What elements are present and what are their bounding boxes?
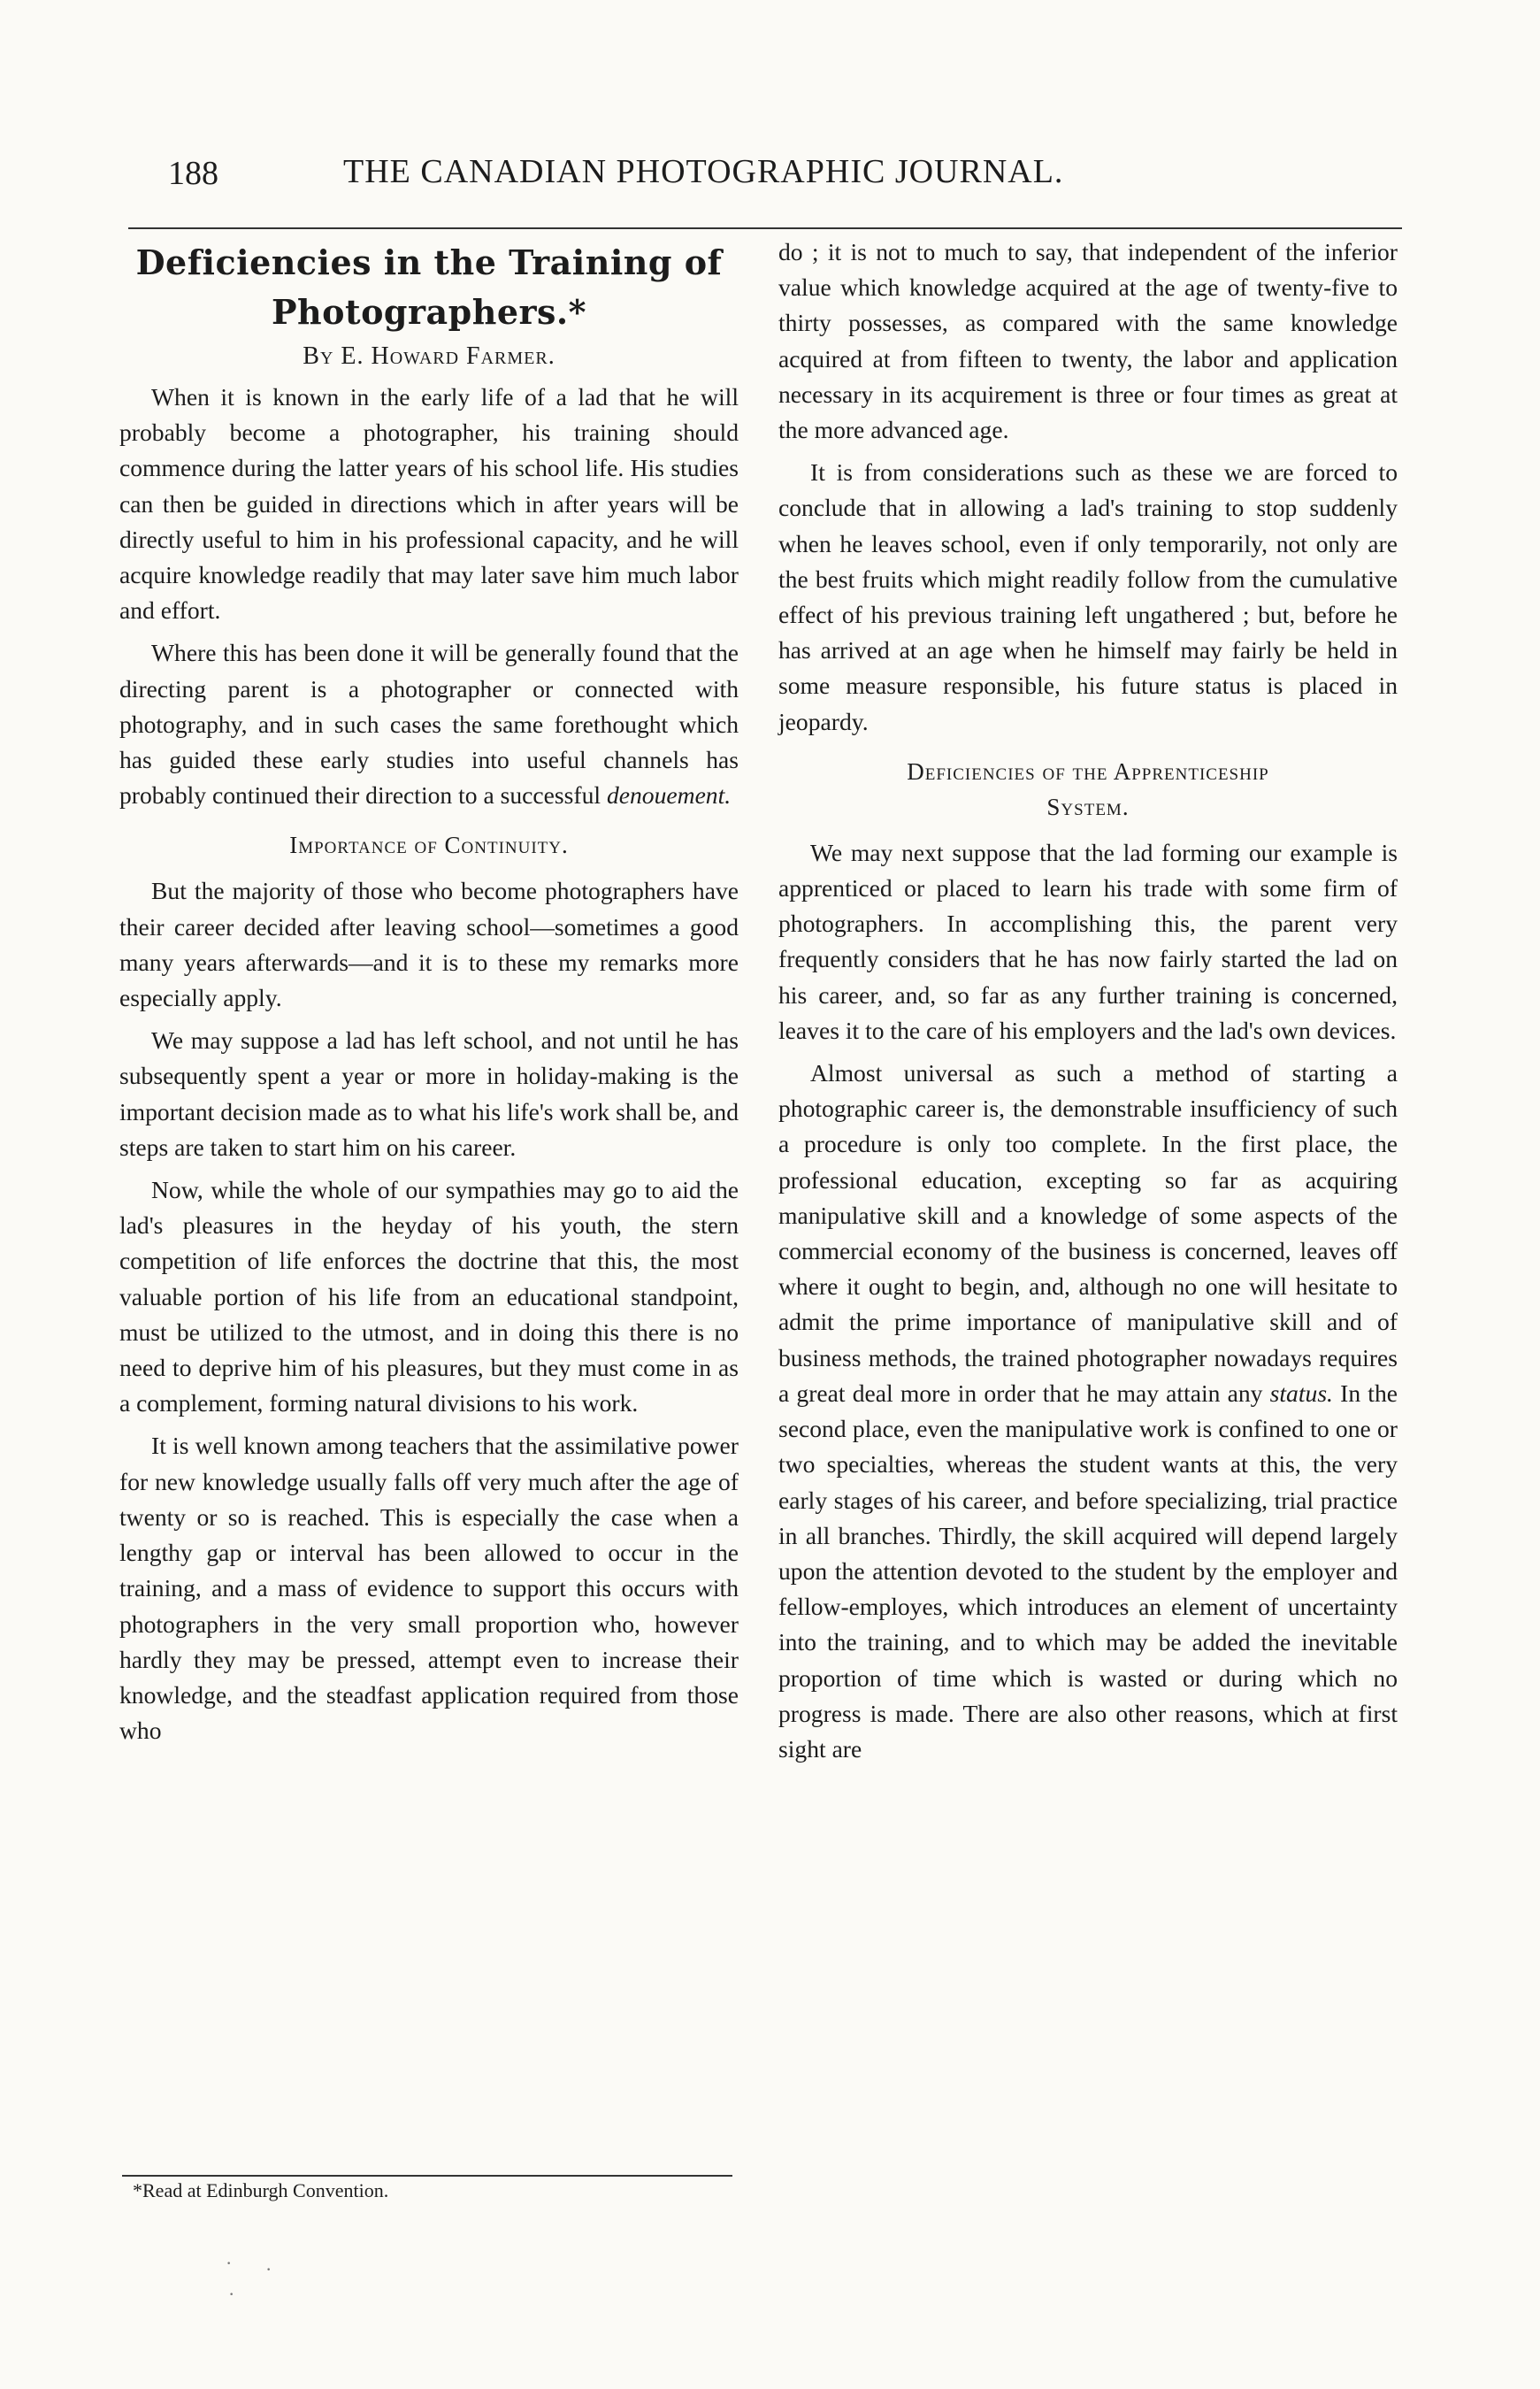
paragraph: It is from considerations such as these we are forced to conclude that in allowing a lad's training to stop suddenly when he leaves school, even if only temporarily, not only are the best fruits which might readily follow from the cumulative effect of his previous training left ungathered ; but, before he has arrived at an age when he himself may fairly be held in some measure responsible, his future status is placed in jeopardy. [778,458,1398,735]
paragraph: Now, while the whole of our sympathies may go to aid the lad's pleasures in the heyday of his youth, the stern competition of life enforces the doctrine that this, the most valuable portion of his life from an educational standpoint, must be utilized to the utmost, and in doing this there is no need to deprive him of his pleasures, but they must come in as a complement, forming natural divisions to his work. [119,1176,739,1417]
paragraph: But the majority of those who become photographers have their career decided after leaving school—sometimes a good many years afterwards—and it is to these my remarks more especially apply. [119,877,739,1012]
article-byline: By E. Howard Farmer. [303,342,555,370]
header-rule [128,227,1402,229]
right-column [778,234,1398,1774]
article-title-line-1: Deficiencies in the Training of [135,242,723,282]
section-heading-continuity: Importance of Continuity. [289,832,569,859]
italic-term: denouement. [606,781,732,810]
paragraph-text: Almost universal as such a method of starting a photographic career is, the demonstrable insufficiency of such a procedure is only too complete. In the first place, the professional education, excepting so far as acquiring manipulative skill and a knowledge of some aspects of the commercial economy of the business is concerned, leaves off where it ought to begin, and, although no one will hesitate to admit the prime importance of manipulative skill and of business methods, the trained photographer nowadays requires a great deal more in order that he may attain any [778,1059,1398,1407]
left-column [119,234,739,1755]
page-number: 188 [168,155,218,192]
paragraph: do ; it is not to much to say, that independent of the inferior value which knowledge acquired at the age of twenty-five to thirty possesses, as compared with the same knowledge acquired at from fifteen to twenty, the labor and application necessary in its acquirement is three or four times as great at the more advanced age. [778,238,1398,444]
article-title-line-2: Photographers.* [271,292,587,332]
paragraph: We may suppose a lad has left school, and not until he has subsequently spent a year or more in holiday-making is the important decision made as to what his life's work shall be, and steps are taken to start him on his career. [119,1026,739,1161]
page-header [157,152,1400,196]
paragraph: It is well known among teachers that the assimilative power for new knowledge usually falls off very much after the age of twenty or so is reached. This is especially the case when a lengthy gap or interval has been allowed to occur in the training, and a mass of evidence to support this occurs with photographers in the very small proportion who, however hardly they may be pressed, attempt even to increase their knowledge, and the steadfast application required from those who [119,1432,739,1745]
paragraph [778,1056,1398,1767]
footnote-rule [122,2175,732,2177]
stray-mark: · [228,2283,235,2305]
section-heading-line-2: System. [1046,793,1130,820]
paragraph: When it is known in the early life of a lad that he will probably become a photographer, his training should commence during the latter years of his school life. His studies can then be guided in directions which in after years will be directly useful to him in his professional capacity, and he will acquire knowledge readily that may later save him much labor and effort. [119,383,739,625]
section-heading-line-1: Deficiencies of the Apprenticeship [907,757,1269,785]
stray-mark: · [265,2258,272,2280]
journal-title: THE CANADIAN PHOTOGRAPHIC JOURNAL. [343,153,1064,190]
paragraph: We may next suppose that the lad forming our example is apprenticed or placed to learn his trade with some firm of photographers. In accomplishing this, the parent very frequently considers that he has now fairly started the lad on his career, and, so far as any further training is concerned, leaves it to the care of his employers and the lad's own devices. [778,838,1398,1044]
paragraph-text: In the second place, even the manipulative work is confined to one or two specialties, whereas the student wants at this, the very early stages of his career, and before specializing, trial practice in all branches. Thirdly, the skill acquired will depend largely upon the attention devoted to the student by the employer and fellow-employes, which introduces an element of uncertainty into the training, and to which may be added the inevitable proportion of time which is wasted or during which no progress is made. There are also other reasons, which at first sight are [778,1379,1398,1763]
italic-term: status. [1269,1379,1333,1407]
footnote: *Read at Edinburgh Convention. [133,2179,389,2201]
section-heading-apprenticeship [778,754,1398,825]
paragraph-text: Where this has been done it will be generally found that the directing parent is a photographer or connected with photography, and in such cases the same forethought which has guided these early studies into useful channels has probably continued their direction to a successful [119,639,739,810]
paragraph [119,635,739,813]
stray-mark: · [226,2252,233,2274]
article-title [119,238,739,337]
